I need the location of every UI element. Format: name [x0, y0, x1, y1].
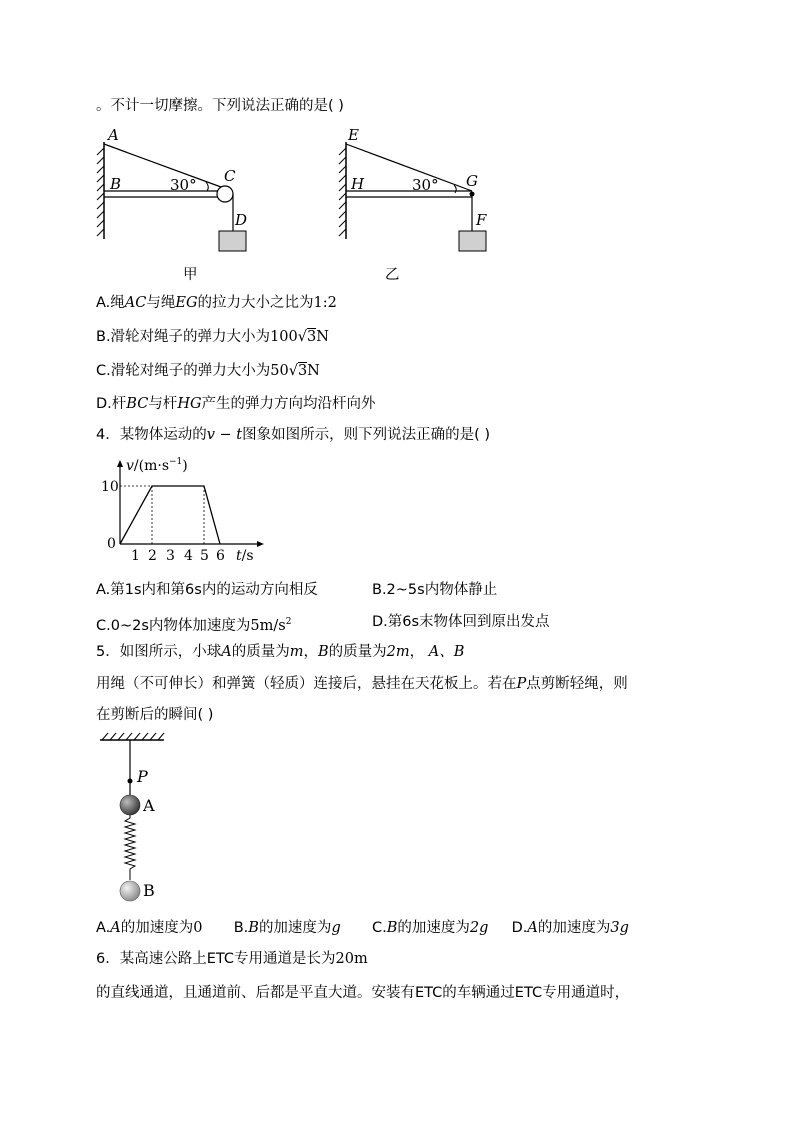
q5-option-c: C.B的加速度为2g — [371, 920, 489, 936]
q3-option-d: D.杆BC与杆HG产生的弹力方向均沿杆向外 — [96, 396, 376, 412]
x-tick-4: 4 — [184, 548, 193, 564]
q3-option-a: A.绳AC与绳EG的拉力大小之比为1:2 — [96, 295, 337, 311]
label-B: B — [143, 881, 155, 900]
label-A: A — [108, 126, 119, 144]
q3-option-c: C.滑轮对绳子的弹力大小为50√3N — [96, 363, 320, 379]
q4-option-b: B.2~5s内物体静止 — [372, 582, 498, 598]
q3-stem-tail: 。不计一切摩擦。下列说法正确的是( ) — [96, 98, 344, 114]
label-H: H — [351, 175, 365, 193]
angle-label: 30° — [170, 176, 197, 194]
ball-a — [120, 795, 140, 815]
q4-stem: 4．某物体运动的v − t图象如图所示，则下列说法正确的是( ) — [96, 427, 491, 443]
x-tick-2: 2 — [148, 548, 157, 564]
q5-option-b: B.B的加速度为g — [233, 920, 341, 936]
q5-option-d: D.A的加速度为3g — [511, 920, 629, 936]
q5-stem-line3: 在剪断后的瞬间( ) — [96, 707, 214, 723]
q4-vt-graph — [100, 456, 270, 564]
q4-option-c: C.0~2s内物体加速度为$5m/s^2$ — [96, 617, 292, 634]
q3-figure-right — [336, 124, 506, 256]
label-F: F — [476, 211, 487, 229]
x-tick-5: 5 — [200, 548, 209, 564]
label-B: B — [110, 175, 122, 193]
y-tick-10: 10 — [101, 479, 119, 495]
q6-stem-line2: 的直线通道，且通道前、后都是平直大道。安装有ETC的车辆通过ETC专用通道时， — [96, 985, 630, 1001]
origin-label: 0 — [107, 536, 116, 552]
label-D: D — [235, 211, 248, 229]
label-A: A — [143, 796, 155, 815]
q5-stem-line2: 用绳（不可伸长）和弹簧（轻质）连接后，悬挂在天花板上。若在P点剪断轻绳，则 — [96, 676, 628, 692]
label-C: C — [224, 167, 236, 185]
x-tick-1: 1 — [131, 548, 140, 564]
angle-label: 30° — [412, 176, 439, 194]
label-E: E — [348, 126, 359, 144]
figure-caption-right: 乙 — [385, 267, 400, 283]
x-tick-3: 3 — [166, 548, 175, 564]
velocity-line — [120, 486, 220, 544]
q5-figure — [92, 728, 182, 908]
label-P: P — [137, 767, 148, 786]
q3-figure-left — [94, 124, 264, 256]
x-tick-6: 6 — [216, 548, 225, 564]
spring — [125, 815, 135, 880]
q5-stem-line1: 5．如图所示，小球A的质量为m，B的质量为2m， A、B — [96, 644, 465, 660]
q3-option-b: B.滑轮对绳子的弹力大小为100√3N — [96, 329, 329, 345]
q4-option-d: D.第6s末物体回到原出发点 — [372, 614, 550, 630]
q5-option-a: A.A的加速度为0 — [96, 920, 203, 936]
q4-option-a: A.第1s内和第6s内的运动方向相反 — [96, 582, 318, 598]
q5-options — [96, 918, 629, 938]
x-axis-label: t/s — [236, 548, 254, 564]
ball-b — [120, 881, 140, 901]
label-G: G — [466, 172, 478, 190]
y-axis-label: $v/(m\cdot s^{-1})$ — [126, 457, 188, 474]
figure-caption-left: 甲 — [183, 267, 198, 283]
q6-stem-line1: 6．某高速公路上ETC专用通道是长为20m — [96, 951, 368, 967]
